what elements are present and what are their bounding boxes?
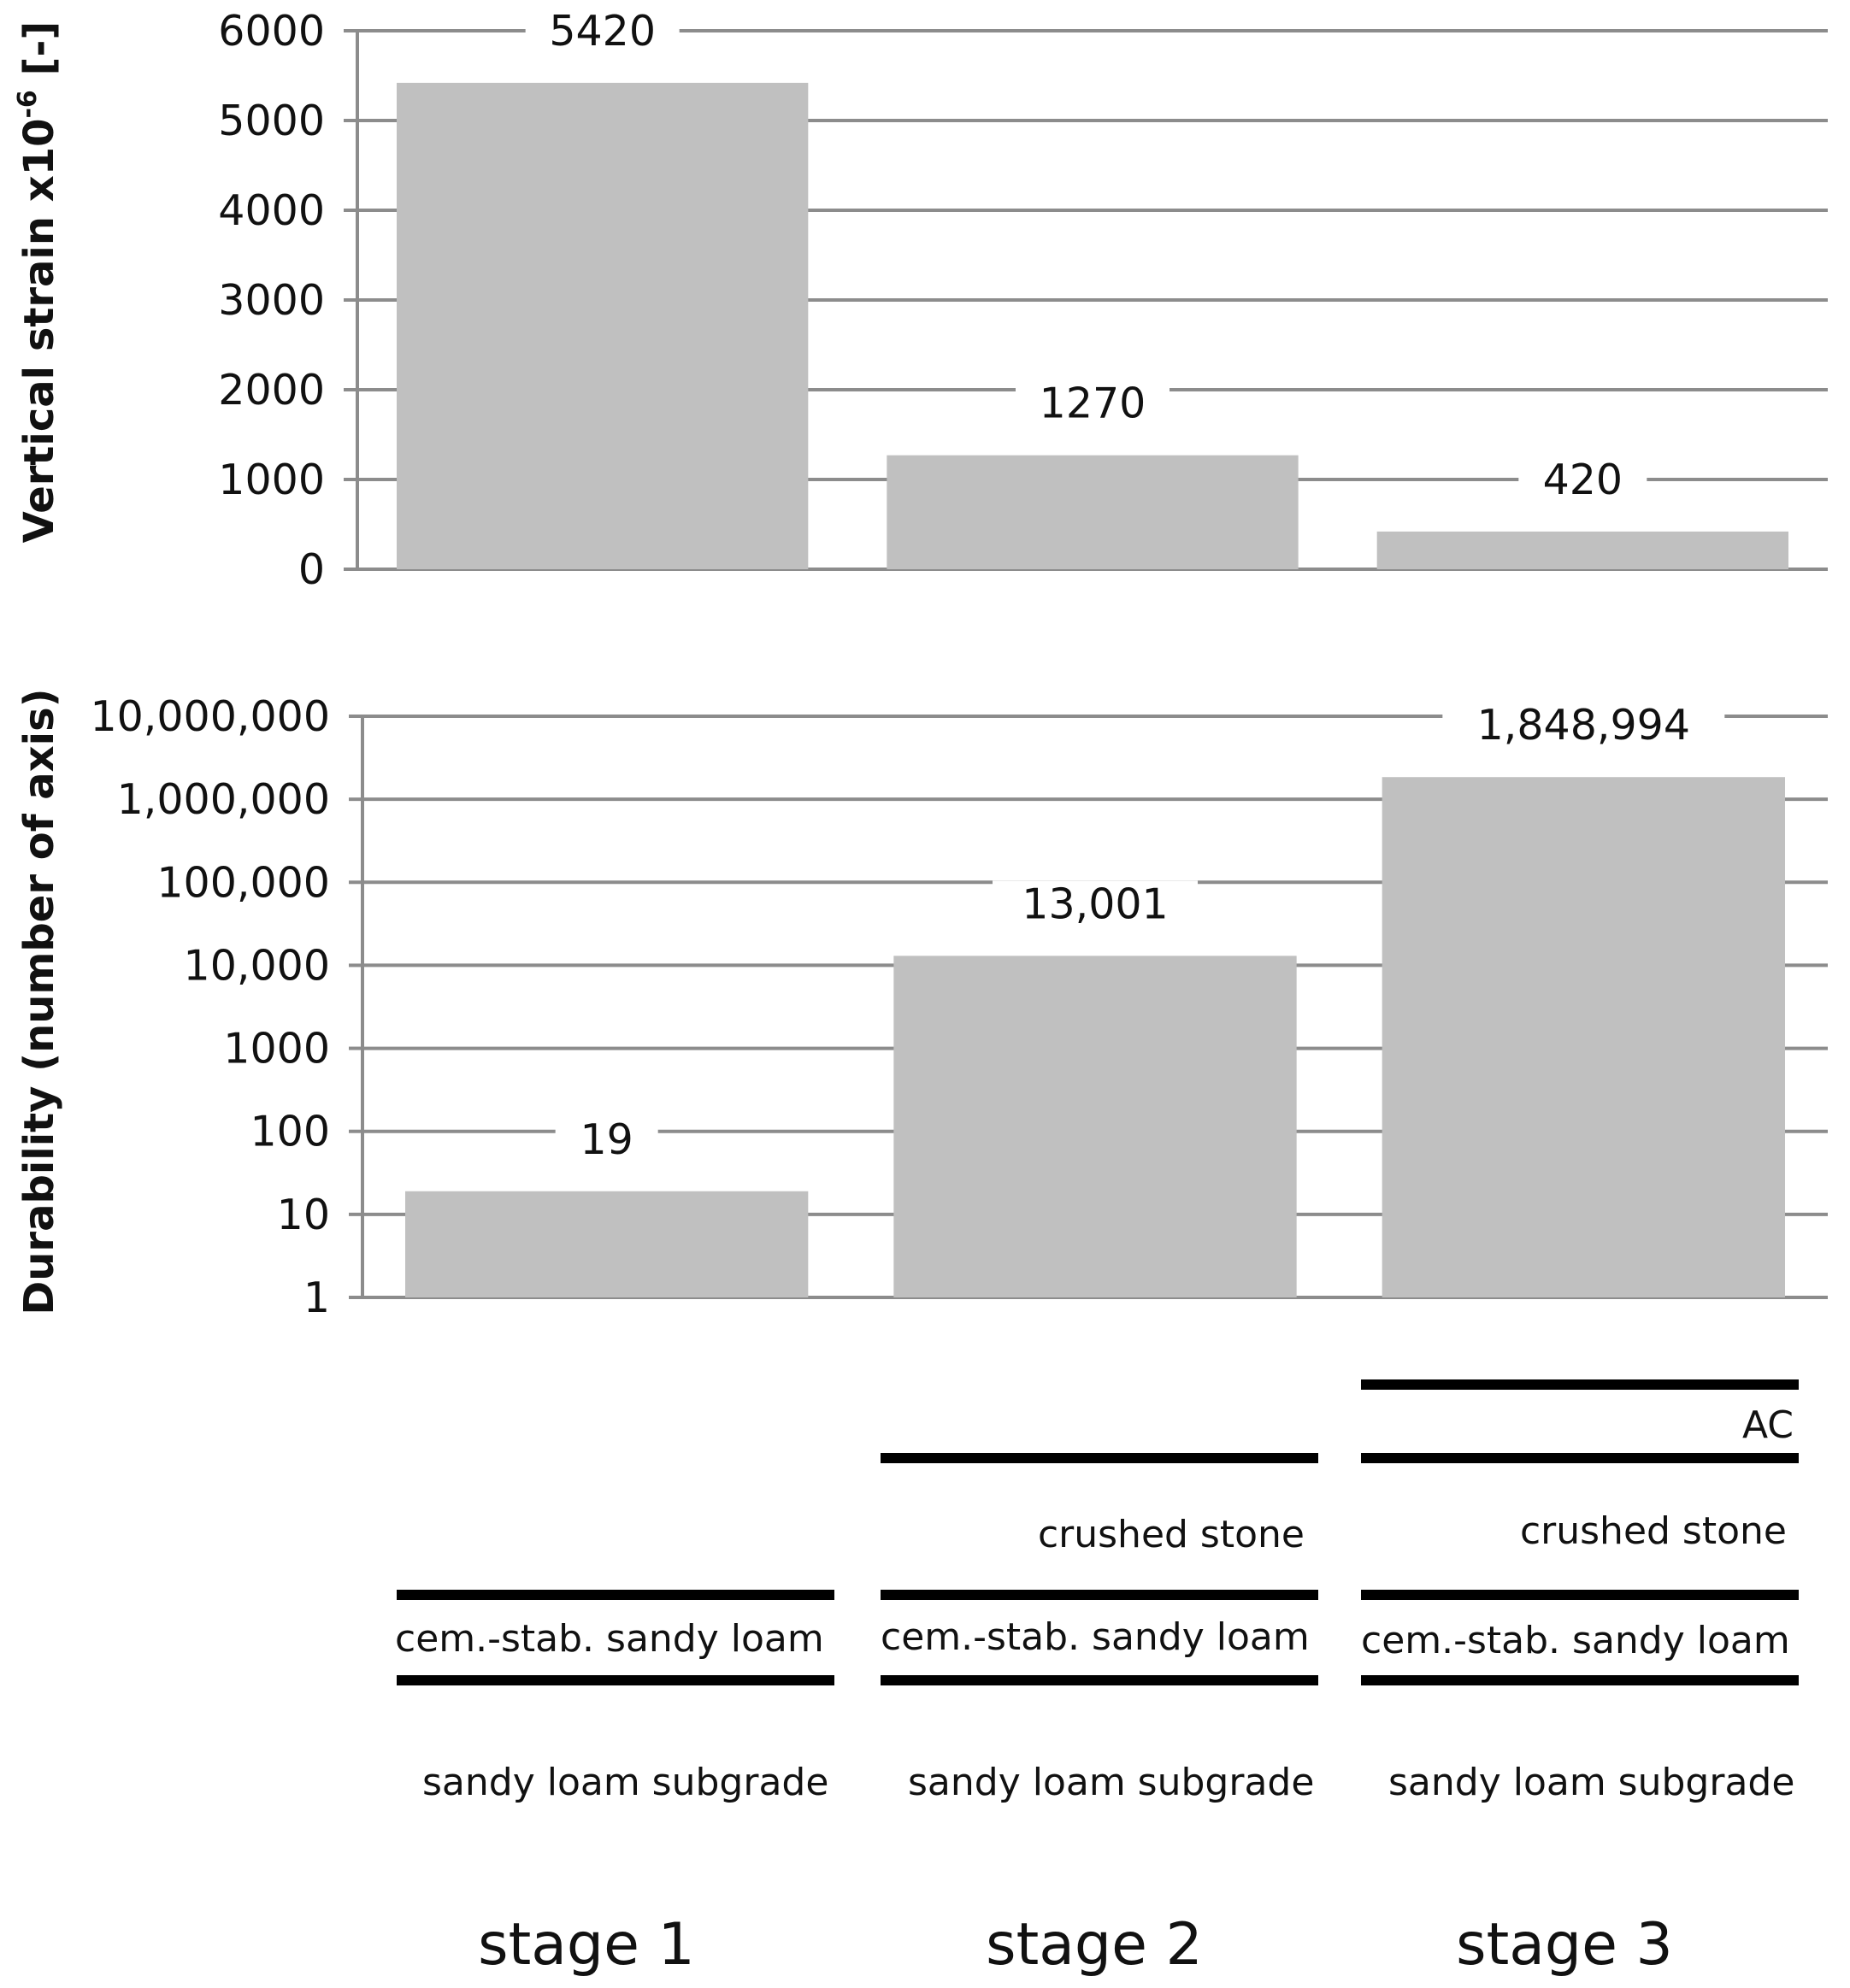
- y-tick-label: 6000: [218, 7, 325, 56]
- y-tick-label: 100: [250, 1107, 330, 1156]
- strain-y-axis-label: [13, 21, 63, 544]
- strain-chart: [13, 7, 1828, 594]
- stage3-crushed-stone-label: crushed stone: [1519, 1509, 1787, 1553]
- strain-y-axis-label-exponent: -6: [13, 90, 43, 119]
- y-tick-label: 0: [298, 545, 325, 594]
- stage1-subgrade-label: sandy loam subgrade: [422, 1761, 829, 1804]
- durability-y-tick-labels: [90, 692, 330, 1322]
- y-tick-label: 10,000,000: [90, 692, 330, 741]
- data-label: 420: [1542, 455, 1623, 504]
- data-label: 1,848,994: [1476, 701, 1691, 750]
- bar: [405, 1191, 808, 1297]
- bar: [397, 83, 808, 569]
- data-label: 13,001: [1022, 879, 1169, 929]
- y-tick-label: 5000: [218, 97, 325, 145]
- strain-y-axis-label-base: Vertical strain x10: [15, 118, 63, 544]
- bar: [893, 956, 1296, 1297]
- stage-label-2: stage 2: [986, 1911, 1203, 1979]
- pavement-layers: [395, 1385, 1799, 1804]
- stage2-subgrade-label: sandy loam subgrade: [908, 1761, 1315, 1804]
- data-label: 5420: [549, 6, 657, 56]
- y-tick-label: 10,000: [183, 941, 330, 991]
- y-tick-label: 1: [303, 1273, 330, 1322]
- stage3-cem-stab-label: cem.-stab. sandy loam: [1361, 1619, 1790, 1662]
- data-label: 1270: [1039, 379, 1146, 428]
- stage1-cem-stab-label: cem.-stab. sandy loam: [395, 1617, 824, 1661]
- durability-y-axis-label: Durability (number of axis): [15, 688, 63, 1315]
- stage2-cem-stab-label: cem.-stab. sandy loam: [881, 1615, 1310, 1659]
- stage-label-1: stage 1: [478, 1911, 695, 1979]
- strain-y-axis-label-unit: [-]: [15, 21, 63, 91]
- y-tick-label: 3000: [218, 276, 325, 325]
- bar: [1382, 777, 1785, 1297]
- durability-chart: [15, 688, 1828, 1322]
- stage-labels: [478, 1911, 1673, 1979]
- strain-y-tick-labels: [218, 7, 325, 594]
- y-tick-label: 1000: [223, 1024, 330, 1073]
- y-tick-label: 1000: [218, 456, 325, 504]
- data-label: 19: [580, 1115, 633, 1164]
- bar: [887, 456, 1298, 569]
- y-tick-label: 2000: [218, 366, 325, 415]
- y-tick-label: 10: [276, 1190, 330, 1239]
- stage3-subgrade-label: sandy loam subgrade: [1388, 1761, 1795, 1804]
- bar: [1377, 532, 1788, 569]
- stage3-ac-label: AC: [1741, 1403, 1794, 1447]
- durability-bars: [405, 777, 1785, 1297]
- stage2-crushed-stone-label: crushed stone: [1037, 1513, 1305, 1556]
- y-tick-label: 4000: [218, 186, 325, 235]
- stage-label-3: stage 3: [1456, 1911, 1673, 1979]
- y-tick-label: 1,000,000: [116, 775, 330, 825]
- y-tick-label: 100,000: [156, 858, 330, 908]
